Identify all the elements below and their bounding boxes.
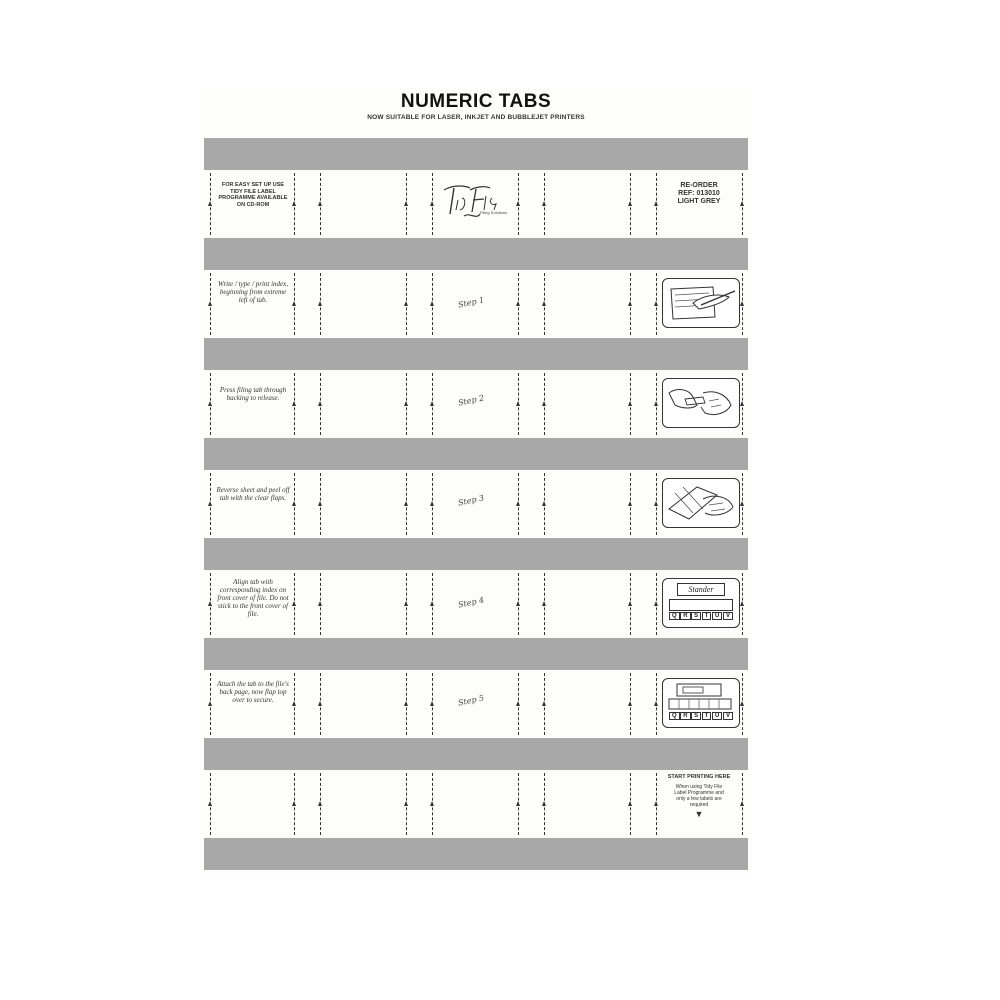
perforation-line [656,273,657,335]
perforation-line [432,373,433,435]
index-letter: S [691,612,701,620]
perforation-line [518,473,519,535]
perforation-line [544,173,545,235]
perforation-line [210,673,211,735]
tab-row-step-1 [204,270,748,338]
perforation-line [294,473,295,535]
grey-band [204,738,748,770]
perforation-line [294,273,295,335]
perforation-line [518,673,519,735]
index-letter: R [680,612,690,620]
tab-row-step-4 [204,570,748,638]
perforation-line [544,273,545,335]
step-label: Step 5 [457,693,485,708]
perforation-line [210,573,211,635]
perforation-line [210,173,211,235]
perforation-line [544,473,545,535]
perforation-line [742,373,743,435]
index-letter: S [691,712,701,720]
step-label: Step 3 [457,493,485,508]
tab-row-blank [204,770,748,838]
perforation-line [656,373,657,435]
reorder-color: LIGHT GREY [677,198,721,206]
step-instruction: Press filing tab through backing to release. [219,386,287,402]
perforation-line [320,473,321,535]
start-printing-heading: START PRINTING HERE [667,774,731,780]
perforation-line [630,173,631,235]
perforation-line [656,773,657,835]
perforation-line [406,473,407,535]
peeling-tab-icon [662,478,740,528]
perforation-line [294,673,295,735]
perforation-line [210,473,211,535]
start-printing-text: When using Tidy File Label Programme and only a few labels are required [674,784,724,808]
setup-instructions: FOR EASY SET UP USE TIDY FILE LABEL PROGRAMME AVAILABLE ON CD-ROM [218,182,288,208]
perforation-line [630,773,631,835]
start-printing-note [660,774,738,819]
index-letter: Q [669,612,680,620]
perforation-line [742,773,743,835]
perforation-line [630,273,631,335]
perforation-line [406,173,407,235]
perforation-line [320,773,321,835]
perforation-line [432,473,433,535]
attach-letters [669,712,733,720]
perforation-line [742,673,743,735]
page-subtitle: NOW SUITABLE FOR LASER, INKJET AND BUBBLEJET PRINTERS [367,114,585,121]
perforation-line [294,373,295,435]
perforation-line [406,273,407,335]
perforation-line [294,173,295,235]
perforation-line [656,573,657,635]
grey-band [204,438,748,470]
index-letter: T [702,712,712,720]
tab-row-step-2 [204,370,748,438]
perforation-line [432,273,433,335]
step-label: Step 1 [457,295,485,310]
step-instruction: Align tab with corresponding index on front cover of file. Do not stick to the front cover of file. [217,578,289,618]
grey-band [204,638,748,670]
index-letter: V [723,712,733,720]
perforation-line [432,573,433,635]
index-letter: U [712,612,722,620]
perforation-line [406,773,407,835]
index-letter: U [712,712,722,720]
arrow-down-icon: ▼ [694,809,704,819]
perforation-line [518,773,519,835]
index-letters [669,612,733,620]
perforation-line [742,173,743,235]
grey-band [204,838,748,870]
perforation-line [210,373,211,435]
index-letter: Q [669,712,680,720]
perforation-line [518,273,519,335]
step-instruction: Reverse sheet and peel off tab with the clear flaps. [216,486,290,502]
perforation-line [432,173,433,235]
pressing-hand-icon [662,378,740,428]
writing-hand-icon [662,278,740,328]
tab-row-step-3 [204,470,748,538]
grey-band [204,538,748,570]
index-letter: R [680,712,690,720]
perforation-line [320,573,321,635]
step-label: Step 2 [457,393,485,408]
perforation-line [630,673,631,735]
perforation-line [742,273,743,335]
page-title: NUMERIC TABS [400,91,552,112]
tidy-files-logo [440,180,512,224]
perforation-line [630,573,631,635]
perforation-line [544,673,545,735]
perforation-line [320,373,321,435]
perforation-line [544,373,545,435]
grey-band [204,138,748,170]
step-instruction: Attach the tab to the file's back page, now flap top over to secure. [217,680,289,704]
perforation-line [630,373,631,435]
perforation-line [544,573,545,635]
index-grid [669,599,733,611]
perforation-line [518,373,519,435]
perforation-line [210,273,211,335]
perforation-line [406,573,407,635]
tab-row-step-5 [204,670,748,738]
index-letter: T [702,612,712,620]
grey-band [204,338,748,370]
reorder-label: RE-ORDER [680,182,718,189]
perforation-line [742,573,743,635]
index-letter: V [723,612,733,620]
perforation-line [518,173,519,235]
index-brand-text: Stander [677,583,725,596]
perforation-line [656,473,657,535]
perforation-line [406,673,407,735]
grey-band [204,238,748,270]
perforation-line [210,773,211,835]
reorder-info [660,182,738,207]
perforation-line [518,573,519,635]
perforation-line [406,373,407,435]
perforation-line [320,173,321,235]
perforation-line [432,773,433,835]
attach-tab-icon [662,678,740,728]
tab-row-setup [204,170,748,238]
perforation-line [294,573,295,635]
reorder-ref: REF: 013010 [678,190,720,198]
step-label: Step 4 [457,595,485,610]
perforation-line [656,173,657,235]
perforation-line [656,673,657,735]
perforation-line [630,473,631,535]
perforation-line [544,773,545,835]
perforation-line [320,273,321,335]
step-instruction: Write / type / print index, beginning from extreme left of tab. [218,280,288,304]
perforation-line [432,673,433,735]
perforation-line [742,473,743,535]
perforation-line [294,773,295,835]
perforation-line [320,673,321,735]
logo-tagline: Filing Solutions [480,210,508,215]
index-align-icon [662,578,740,628]
